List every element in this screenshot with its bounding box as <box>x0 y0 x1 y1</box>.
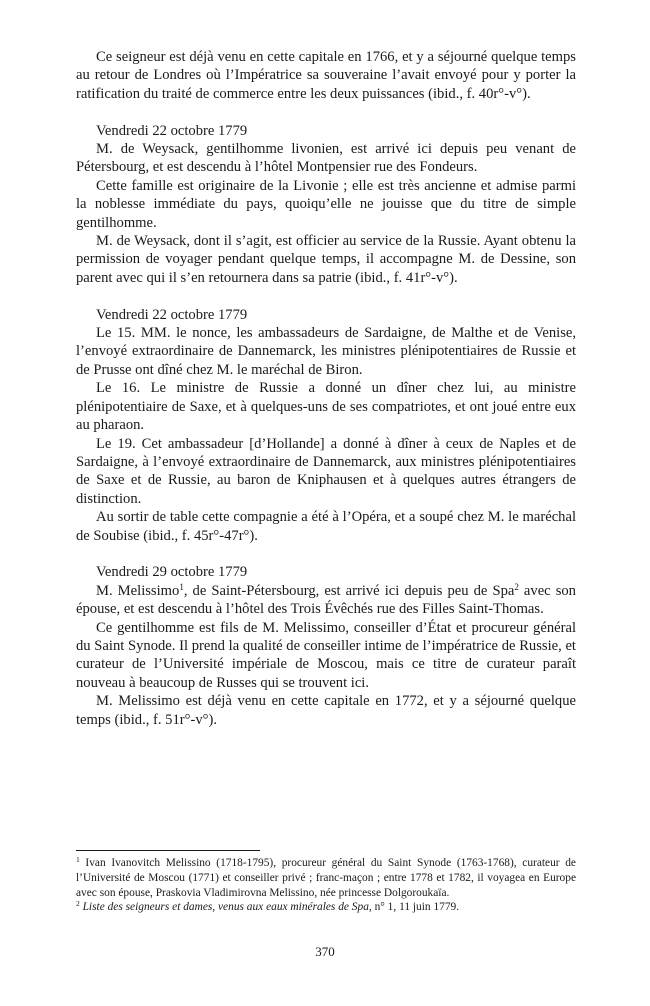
paragraph: Le 15. MM. le nonce, les ambassadeurs de Sardaigne, de Malthe et de Venise, l’envoyé extraordinaire de Dannemarck, les ministres plénipotentiaires de Russie et de Prusse ont dîné chez M. le maréchal de Biron. <box>76 325 576 378</box>
paragraph: Cette famille est originaire de la Livonie ; elle est très ancienne et admise parmi la noblesse immédiate du pays, quoiqu’elle ne jouisse que du titre de simple gentilhomme. <box>76 177 576 231</box>
footnote <box>76 856 576 900</box>
footnote-title: Liste des seigneurs et dames, venus aux eaux minérales de Spa <box>79 901 369 914</box>
entry-melissimo <box>76 563 576 729</box>
footnote-text: , n° 1, 11 juin 1779. <box>368 901 460 914</box>
paragraph: Ce seigneur est déjà venu en cette capitale en 1766, et y a séjourné quelque temps au retour de Londres où l’Impératrice sa souveraine l’avait envoyé pour y porter la ratification du traité de commerce entre les deux puissances (ibid., f. 40r°-v°). <box>76 49 576 102</box>
entry-continuation <box>76 48 576 103</box>
paragraph: Le 16. Le ministre de Russie a donné un dîner chez lui, au ministre plénipotentiaire de Saxe, et à quelques-uns de ses compatriotes, et ont joué entre eux au pharaon. <box>76 380 576 434</box>
paragraph: Au sortir de table cette compagnie a été à l’Opéra, et a soupé chez M. le maréchal de Soubise (ibid., f. 45r°-47r°). <box>76 509 576 544</box>
entry-weysack <box>76 122 576 288</box>
footnotes <box>76 856 576 915</box>
text-run: , de Saint-Pétersbourg, est arrivé ici depuis peu de Spa <box>183 582 515 599</box>
entry-date: Vendredi 22 octobre 1779 <box>96 122 248 139</box>
body-text <box>76 48 576 747</box>
text-run: avec son épouse, et est descendu à l’hôtel des Trois Évêchés rue des Filles Saint-Thomas. <box>76 582 576 618</box>
paragraph: M. de Weysack, dont il s’agit, est officier au service de la Russie. Ayant obtenu la permission de voyager pendant quelque temps, il accompagne M. de Dessine, son parent avec qui il s’en retournera dans sa patrie (ibid., f. 41r°-v°). <box>76 233 576 286</box>
footnote-text: Ivan Ivanovitch Melissino (1718-1795), procureur général du Saint Synode (1763-1768), curateur de l’Université de Moscou (1771) et conseiller privé ; franc-maçon ; entre 1778 et 1782, il voyagea en Europe avec son épouse, Praskovia Vladimirovna Melissino, née princesse Dolgoroukaïa. <box>76 857 576 899</box>
entry-dinners <box>76 306 576 545</box>
paragraph: Le 19. Cet ambassadeur [d’Hollande] a donné à dîner à ceux de Naples et de Sardaigne, à l’envoyé extraordinaire de Dannemarck, aux ministres plénipotentiaires de Saxe et de Russie, au baron de Kniphausen et à quelques autres étrangers de distinction. <box>76 435 576 507</box>
paragraph: M. de Weysack, gentilhomme livonien, est arrivé ici depuis peu venant de Pétersbourg, et est descendu à l’hôtel Montpensier rue des Fondeurs. <box>76 141 576 176</box>
footnote-mark: 1 <box>76 855 80 864</box>
footnote-mark: 2 <box>76 899 80 909</box>
footnote-ref[interactable]: 1 <box>179 581 184 592</box>
entry-date: Vendredi 22 octobre 1779 <box>96 306 248 323</box>
page-number: 370 <box>315 944 335 959</box>
paragraph: Ce gentilhomme est fils de M. Melissimo, conseiller d’État et procureur général du Saint Synode. Il prend la qualité de conseiller intime de l’impératrice de Russie, et curateur de l’Université impériale de Moscou, mais ce titre de curateur paraît nouveau à beaucoup de Russes qui se trouvent ici. <box>76 619 576 691</box>
footnote-separator <box>76 850 260 851</box>
entry-date: Vendredi 29 octobre 1779 <box>96 564 248 581</box>
paragraph <box>76 582 576 619</box>
footnote-ref[interactable]: 2 <box>514 581 519 592</box>
text-run: M. Melissimo <box>96 582 180 599</box>
paragraph: M. Melissimo est déjà venu en cette capitale en 1772, et y a séjourné quelque temps (ibid., f. 51r°-v°). <box>76 693 576 728</box>
footnote <box>76 900 576 915</box>
